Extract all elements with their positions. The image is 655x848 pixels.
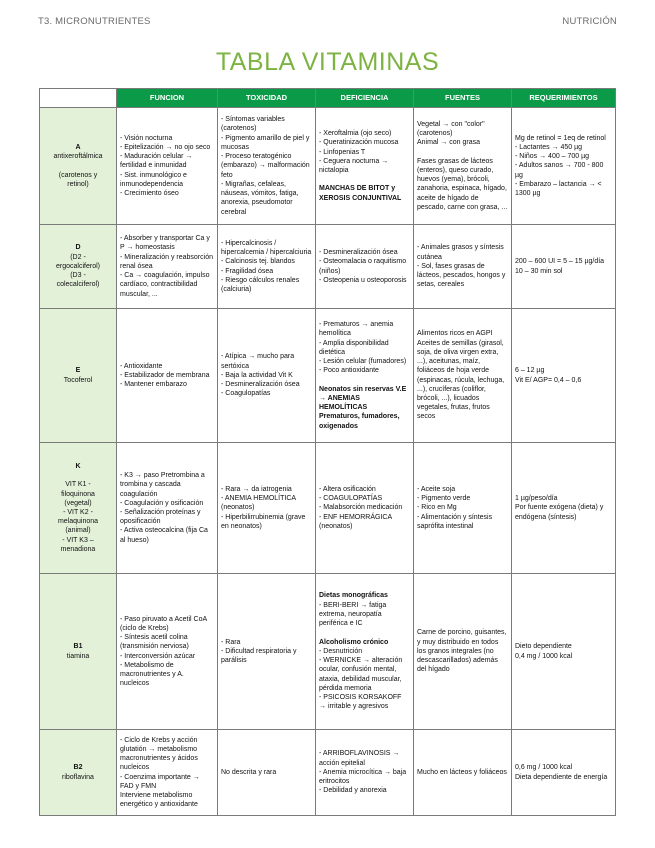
header-cell-requerimientos: REQUERIMIENTOS (512, 89, 616, 108)
deficiencia-line: - PSICOSIS KORSAKOFF → irritable y agresivos (319, 694, 402, 711)
vitamin-subname: antixeroftálmica (53, 153, 103, 161)
fuentes-line: - Pigmento verde (417, 495, 471, 503)
vitamin-subname: tiamina (66, 652, 90, 660)
funcion-line: - K3 → paso Pretrombina a trombina y cascada coagulación (120, 472, 205, 498)
vitamin-subname: filoquinona (61, 490, 95, 498)
vitamin-subname: menadiona (60, 545, 96, 553)
vitamin-subname: (D3 - (70, 272, 86, 280)
vitamin-name: A (75, 143, 81, 151)
requerimientos-line: Dieto dependiente (515, 643, 572, 651)
vitamin-subname: ergocalciferol) (56, 262, 100, 270)
header-cell-funcion: FUNCION (117, 89, 218, 108)
vitamin-subname (43, 471, 113, 480)
requerimientos-line: 10 – 30 min sol (515, 267, 563, 275)
fuentes-cell (414, 108, 512, 225)
deficiencia-line: - Lesión celular (fumadores) (319, 358, 407, 366)
toxicidad-line: - Fragilidad ósea (221, 267, 274, 275)
fuentes-line: Animal → con grasa (417, 139, 481, 147)
funcion-cell (117, 574, 218, 730)
toxicidad-cell (218, 574, 316, 730)
fuentes-line (417, 148, 508, 157)
deficiencia-cell (316, 108, 414, 225)
deficiencia-line: - Anemia microcítica → baja eritrocitos (319, 768, 407, 786)
requerimientos-line: Mg de retinol = 1eq de retinol (515, 134, 606, 142)
fuentes-line: - Aceite soja (417, 485, 456, 493)
requerimientos-line: - Niños → 400 – 700 µg (515, 153, 590, 161)
toxicidad-line: No descrita y rara (221, 768, 277, 776)
fuentes-line: - Animales grasos y síntesis cutánea (417, 244, 504, 261)
deficiencia-line: MANCHAS DE BITOT y XEROSIS CONJUNTIVAL (319, 185, 402, 202)
toxicidad-line: - Rara → da iatrogenia (221, 485, 292, 493)
table-row (40, 443, 616, 574)
funcion-line: - Epitelización → no ojo seco (120, 143, 211, 151)
header-cell-toxicidad: TOXICIDAD (218, 89, 316, 108)
fuentes-line: Alimentos ricos en AGPI (417, 330, 493, 338)
toxicidad-line: - Desmineralización ósea (221, 381, 300, 389)
funcion-line: - Coagulación y osificación (120, 499, 204, 507)
deficiencia-cell (316, 730, 414, 816)
requerimientos-line: Por fuente exógena (dieta) y endógena (síntesis) (515, 504, 604, 521)
deficiencia-line: - Desnutrición (319, 647, 363, 655)
vitamin-name-cell (40, 574, 117, 730)
toxicidad-line: - Hiperbilirrubinemia (grave en neonatos) (221, 513, 306, 530)
table-row (40, 730, 616, 816)
toxicidad-line: - Migrañas, cefaleas, náuseas, vómitos, fatiga, anorexia, pseudomotor cerebral (221, 180, 299, 216)
deficiencia-line: - Altera osificación (319, 485, 376, 493)
fuentes-cell (414, 730, 512, 816)
funcion-line: - Mantener embarazo (120, 381, 187, 389)
deficiencia-line (319, 628, 410, 637)
deficiencia-line: Neonatos sin reservas V.E → ANEMIAS HEMOLÍTICAS (319, 385, 407, 412)
deficiencia-line: - Malabsorción medicación (319, 504, 403, 512)
vitamin-name: E (75, 367, 81, 375)
toxicidad-line: - Riesgo cálculos renales (calciuria) (221, 276, 300, 293)
header-cell-blank (40, 89, 117, 108)
requerimientos-line: - Lactantes → 450 µg (515, 143, 583, 151)
deficiencia-line: - ENF HEMORRÁGICA (neonatos) (319, 513, 392, 530)
deficiencia-line: Prematuros, fumadores, oxigenados (319, 413, 400, 430)
vitamin-subname: melaquinona (57, 518, 99, 526)
fuentes-cell (414, 443, 512, 574)
funcion-cell (117, 108, 218, 225)
requerimientos-line: - Embarazo – lactancia → < 1300 µg (515, 180, 602, 198)
vitamin-name-cell (40, 108, 117, 225)
deficiencia-line: - Poco antioxidante (319, 367, 379, 375)
deficiencia-cell (316, 443, 414, 574)
table-header-row (40, 89, 616, 108)
deficiencia-line: - Ceguera nocturna → nictalopia (319, 157, 389, 174)
running-header-left: T3. MICRONUTRIENTES (38, 16, 151, 27)
deficiencia-line: - COAGULOPATÍAS (319, 495, 383, 503)
funcion-line: - Activa osteocalcina (fija Ca al hueso) (120, 527, 208, 544)
requerimientos-cell (512, 309, 616, 443)
vitamin-name: B2 (73, 764, 83, 772)
deficiencia-line: - Debilidad y anorexia (319, 787, 387, 795)
table-row (40, 574, 616, 730)
fuentes-line: Aceites de semillas (girasol, soja, de oliva virgen extra, ...), aceitunas, maíz, foliáceos de hoja verde (espinacas, rúcula, lechuga, ...), crucíferas (coliflor, brócoli, ...), licuados vegetales, frutas, frutos secos (417, 339, 505, 421)
toxicidad-line: - Rara (221, 638, 241, 646)
funcion-line: - Coenzima importante → FAD y FMN (120, 773, 200, 790)
funcion-line: - Maduración celular → fertilidad e inmunidad (120, 153, 193, 170)
requerimientos-line: - Adultos sanos → 700 - 800 µg (515, 162, 604, 179)
vitamin-name-cell (40, 730, 117, 816)
vitamin-subname: retinol) (67, 180, 89, 188)
deficiencia-line (319, 175, 410, 184)
deficiencia-line (319, 376, 410, 385)
toxicidad-line: - Baja la actividad Vit K (221, 371, 293, 379)
vitamin-subname: (carotenos y (58, 171, 98, 179)
requerimientos-cell (512, 574, 616, 730)
toxicidad-line: - Proceso teratogénico (embarazo) → malformación feto (221, 153, 310, 179)
vitamin-subname (43, 161, 113, 170)
fuentes-line: Vegetal → con "color" (carotenos) (417, 120, 485, 138)
funcion-line: - Estabilizador de membrana (120, 371, 210, 379)
fuentes-cell (414, 574, 512, 730)
vitamin-subname: colecalciferol) (56, 281, 100, 289)
funcion-line: - Ciclo de Krebs y acción glutatión → metabolismo macronutrientes y ácidos nucleicos (120, 736, 198, 772)
header-cell-deficiencia: DEFICIENCIA (316, 89, 414, 108)
header-cell-fuentes: FUENTES (414, 89, 512, 108)
funcion-line: - Señalización proteínas y oposificación (120, 509, 201, 526)
requerimientos-line: 6 – 12 µg (515, 367, 545, 375)
requerimientos-line: Vit E/ AGP= 0,4 – 0,6 (515, 376, 582, 384)
running-header-right: NUTRICIÓN (562, 16, 617, 27)
requerimientos-cell (512, 443, 616, 574)
requerimientos-line: Dieta dependiente de energía (515, 773, 608, 781)
requerimientos-line: 0,4 mg / 1000 kcal (515, 652, 573, 660)
funcion-line: - Crecimiento óseo (120, 190, 179, 198)
toxicidad-cell (218, 225, 316, 309)
funcion-line: - Antioxidante (120, 362, 163, 370)
fuentes-line: Fases grasas de lácteos (enteros), queso curado, huevos (yema), brócoli, zanahoria, espinaca, hígado, aceite de hígado de pescado, carne con grasa, ... (417, 157, 508, 211)
vitamin-subname: riboflavina (62, 773, 94, 781)
deficiencia-line: - Queratinización mucosa (319, 139, 399, 147)
vitamin-subname: VIT K1 - (65, 481, 91, 489)
toxicidad-cell (218, 443, 316, 574)
vitamin-subname: - VIT K2 - (63, 509, 93, 516)
deficiencia-cell (316, 309, 414, 443)
toxicidad-line: - Calcinosis tej. blandos (221, 258, 295, 266)
funcion-line: - Ca → coagulación, impulso cardíaco, contractibilidad muscular, ... (120, 272, 210, 298)
funcion-cell (117, 225, 218, 309)
fuentes-line: - Sol, fases grasas de lácteos, pescados, hongos y setas, cereales (417, 262, 506, 289)
deficiencia-line: - Linfopenias T (319, 148, 366, 156)
deficiencia-cell (316, 574, 414, 730)
page-title: TABLA VITAMINAS (215, 48, 440, 76)
deficiencia-cell (316, 225, 414, 309)
funcion-line: - Paso piruvato a Acetil CoA (ciclo de Krebs) (120, 615, 207, 632)
toxicidad-line: - Atípica → mucho para sertóxica (221, 353, 295, 370)
vitamin-name-cell (40, 309, 117, 443)
toxicidad-cell (218, 309, 316, 443)
funcion-cell (117, 730, 218, 816)
deficiencia-line: - WERNICKE → alteración ocular, confusión mental, ataxia, debilidad muscular, pérdida memoria (319, 657, 403, 692)
vitamin-name-cell (40, 225, 117, 309)
toxicidad-line: - Dificultad respiratoria y parálisis (221, 647, 297, 665)
requerimientos-cell (512, 225, 616, 309)
funcion-line: - Síntesis acetil colina (transmisión nerviosa) (120, 634, 189, 651)
funcion-line: - Sist. inmunológico e inmunodependencia (120, 171, 187, 188)
table-row (40, 309, 616, 443)
toxicidad-line: - Pigmento amarillo de piel y mucosas (221, 134, 310, 151)
deficiencia-line: - Amplia disponibilidad dietética (319, 339, 389, 356)
requerimientos-line: 200 – 600 UI = 5 – 15 µg/día (515, 258, 605, 266)
vitamins-table (39, 88, 616, 816)
deficiencia-line: - Prematuros → anemia hemolítica (319, 321, 394, 338)
vitamin-name: D (75, 244, 81, 252)
toxicidad-line: - Síntomas variables (carotenos) (221, 116, 285, 133)
funcion-cell (117, 309, 218, 443)
funcion-line: - Mineralización y reabsorción renal ósea (120, 253, 213, 270)
funcion-line: - Visión nocturna (120, 134, 173, 142)
requerimientos-line: 0,6 mg / 1000 kcal (515, 764, 573, 772)
table-row (40, 108, 616, 225)
fuentes-line: - Alimentación y síntesis saprófita intestinal (417, 513, 493, 530)
vitamin-subname: Tocoferol (63, 376, 93, 384)
requerimientos-line: 1 µg/peso/día (515, 495, 558, 503)
vitamin-name-cell (40, 443, 117, 574)
toxicidad-cell (218, 730, 316, 816)
vitamin-subname: - VIT K3 – (62, 536, 94, 544)
funcion-cell (117, 443, 218, 574)
requerimientos-cell (512, 730, 616, 816)
toxicidad-cell (218, 108, 316, 225)
deficiencia-line: - Osteomalacia o raquitismo (niños) (319, 258, 407, 275)
deficiencia-line: Dietas monográficas (319, 592, 388, 600)
deficiencia-line: - BERI-BERI → fatiga extrema, neuropatía periférica e IC (319, 601, 387, 628)
vitamin-subname: (vegetal) (64, 499, 92, 507)
deficiencia-line: - ARRIBOFLAVINOSIS → acción epitelial (319, 750, 400, 767)
funcion-line: - Absorber y transportar Ca y P → homeostasis (120, 235, 210, 252)
fuentes-cell (414, 225, 512, 309)
toxicidad-line: - Coagulopatías (221, 390, 271, 398)
vitamin-subname: (D2 - (70, 253, 86, 261)
fuentes-cell (414, 309, 512, 443)
toxicidad-line: - ANEMIA HEMOLÍTICA (neonatos) (221, 495, 296, 512)
deficiencia-line: Alcoholismo crónico (319, 638, 389, 646)
vitamin-name: B1 (73, 643, 83, 651)
fuentes-line: Mucho en lácteos y foliáceos (417, 768, 507, 776)
funcion-line: - Metabolismo de macronutrientes y A. nucleicos (120, 661, 184, 688)
deficiencia-line: - Osteopenia u osteoporosis (319, 276, 407, 284)
vitamin-subname: (animal) (65, 527, 91, 535)
fuentes-line: Carne de porcino, guisantes, y muy distribuido en todos los granos integrales (no descascarillados) además del hígado (417, 629, 507, 674)
table-row (40, 225, 616, 309)
deficiencia-line: - Desmineralización ósea (319, 249, 398, 257)
requerimientos-cell (512, 108, 616, 225)
deficiencia-line: - Xeroftalmia (ojo seco) (319, 130, 392, 138)
funcion-line: Interviene metabolismo energético y antioxidante (120, 791, 198, 809)
toxicidad-line: - Hipercalcinosis / hipercalcemia / hipercalciuria (221, 239, 312, 257)
vitamin-name: K (75, 462, 81, 470)
fuentes-line: - Rico en Mg (417, 504, 457, 512)
funcion-line: - Interconversión azúcar (120, 652, 196, 660)
